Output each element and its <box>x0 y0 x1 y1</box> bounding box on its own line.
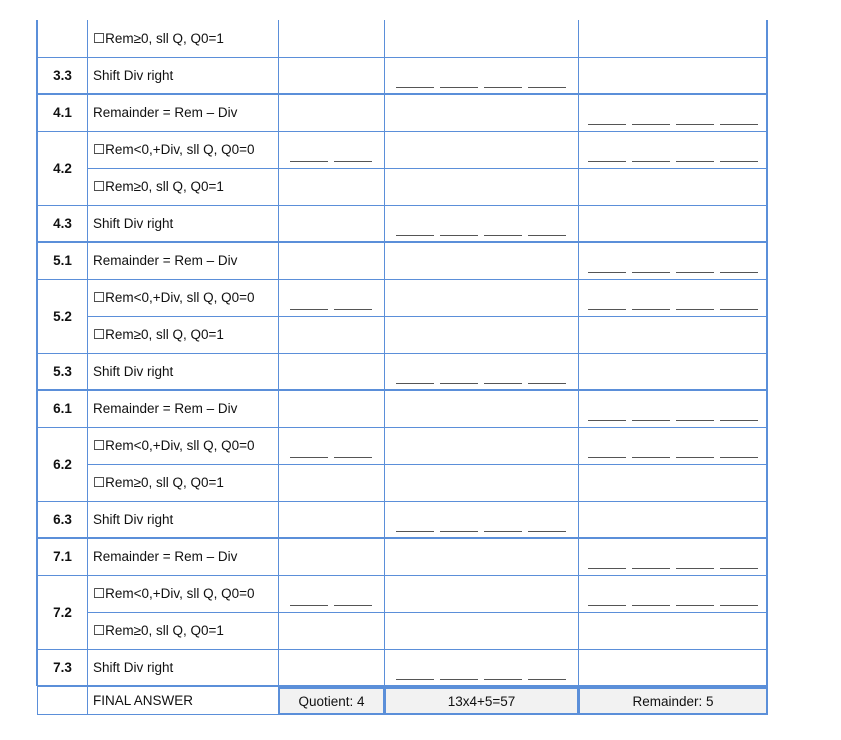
quotient-cell <box>278 353 385 391</box>
option-checkbox <box>87 427 279 465</box>
answer-blank[interactable] <box>632 271 670 273</box>
remainder-cell[interactable] <box>578 538 768 576</box>
option-checkbox-text: ☐Rem≥0, sll Q, Q0=1 <box>93 622 224 638</box>
step-number <box>37 353 88 391</box>
answer-blank[interactable] <box>396 234 434 236</box>
remainder-cell <box>578 316 768 354</box>
step-description-text: Shift Div right <box>93 216 174 231</box>
step-number <box>37 279 88 354</box>
step-description-text: Remainder = Rem – Div <box>93 401 238 416</box>
final-check-text: 13x4+5=57 <box>447 693 516 709</box>
option-checkbox-text: ☐Rem≥0, sll Q, Q0=1 <box>93 178 224 194</box>
remainder-cell[interactable] <box>578 427 768 465</box>
remainder-cell[interactable] <box>578 131 768 169</box>
step-number <box>37 575 88 650</box>
remainder-cell[interactable] <box>578 94 768 132</box>
divisor-cell <box>384 538 579 576</box>
option-checkbox-text: ☐Rem<0,+Div, sll Q, Q0=0 <box>93 289 255 305</box>
remainder-cell <box>578 612 768 650</box>
answer-blank[interactable] <box>440 382 478 384</box>
answer-blank[interactable] <box>484 382 522 384</box>
step-description <box>87 57 279 95</box>
quotient-cell[interactable] <box>278 427 385 465</box>
description-cell <box>87 20 279 58</box>
divisor-cell[interactable] <box>384 353 579 391</box>
option-checkbox <box>87 168 279 206</box>
option-checkbox <box>87 612 279 650</box>
step-description <box>87 242 279 280</box>
divisor-cell <box>384 427 579 465</box>
answer-blank[interactable] <box>720 123 758 125</box>
answer-blank[interactable] <box>720 456 758 458</box>
option-checkbox <box>87 575 279 613</box>
step-description <box>87 94 279 132</box>
answer-blank[interactable] <box>440 86 478 88</box>
answer-blank[interactable] <box>676 419 714 421</box>
divisor-cell <box>384 242 579 280</box>
step-number <box>37 94 88 132</box>
answer-blank[interactable] <box>396 86 434 88</box>
step-number-text: 4.2 <box>53 160 72 176</box>
answer-blank[interactable] <box>588 419 626 421</box>
table-border <box>36 20 38 686</box>
answer-blank[interactable] <box>632 160 670 162</box>
answer-blank[interactable] <box>676 160 714 162</box>
remainder-cell <box>578 20 768 58</box>
answer-blank[interactable] <box>632 567 670 569</box>
answer-blank[interactable] <box>334 604 372 606</box>
divisor-cell[interactable] <box>384 57 579 95</box>
answer-blank[interactable] <box>290 456 328 458</box>
step-description-text: Remainder = Rem – Div <box>93 549 238 564</box>
divisor-cell[interactable] <box>384 649 579 687</box>
step-number-text: 7.1 <box>53 549 72 564</box>
step-number-text: 5.1 <box>53 253 72 268</box>
answer-blank[interactable] <box>528 382 566 384</box>
final-quotient <box>278 687 385 715</box>
divisor-cell <box>384 94 579 132</box>
answer-blank[interactable] <box>396 530 434 532</box>
answer-blank[interactable] <box>588 160 626 162</box>
quotient-cell[interactable] <box>278 279 385 317</box>
step-number-text: 7.2 <box>53 604 72 620</box>
answer-blank[interactable] <box>588 271 626 273</box>
answer-blank[interactable] <box>632 604 670 606</box>
answer-blank[interactable] <box>676 271 714 273</box>
answer-blank[interactable] <box>484 86 522 88</box>
option-checkbox <box>87 316 279 354</box>
step-number <box>37 538 88 576</box>
step-description-text: Remainder = Rem – Div <box>93 253 238 268</box>
answer-blank[interactable] <box>484 234 522 236</box>
final-answer-label <box>87 687 279 715</box>
step-number-text: 6.1 <box>53 401 72 416</box>
divisor-cell[interactable] <box>384 205 579 243</box>
step-description-text: Shift Div right <box>93 364 174 379</box>
answer-blank[interactable] <box>588 456 626 458</box>
quotient-cell <box>278 538 385 576</box>
step-description-text: Remainder = Rem – Div <box>93 105 238 120</box>
step-number <box>37 205 88 243</box>
divisor-cell <box>384 575 579 613</box>
divisor-cell <box>384 390 579 428</box>
final-answer-label-text: FINAL ANSWER <box>93 693 194 708</box>
remainder-cell <box>578 353 768 391</box>
step-description <box>87 205 279 243</box>
divisor-cell <box>384 168 579 206</box>
divisor-cell <box>384 464 579 502</box>
option-checkbox-text: ☐Rem<0,+Div, sll Q, Q0=0 <box>93 141 255 157</box>
step-number <box>37 501 88 539</box>
step-number-text: 5.3 <box>53 364 72 379</box>
quotient-cell <box>278 20 385 58</box>
answer-blank[interactable] <box>588 123 626 125</box>
answer-blank[interactable] <box>676 308 714 310</box>
step-description-text: Shift Div right <box>93 512 174 527</box>
step-description-text: Shift Div right <box>93 68 174 83</box>
quotient-cell <box>278 464 385 502</box>
answer-blank[interactable] <box>632 456 670 458</box>
quotient-cell[interactable] <box>278 131 385 169</box>
quotient-cell <box>278 168 385 206</box>
step-number-text: 3.3 <box>53 68 72 83</box>
remainder-cell[interactable] <box>578 242 768 280</box>
remainder-cell <box>578 205 768 243</box>
quotient-cell <box>278 57 385 95</box>
step-number <box>37 649 88 687</box>
divisor-cell <box>384 316 579 354</box>
step-number <box>37 131 88 206</box>
step-cell <box>37 20 88 58</box>
answer-blank[interactable] <box>632 308 670 310</box>
answer-blank[interactable] <box>484 530 522 532</box>
answer-blank[interactable] <box>676 604 714 606</box>
option-checkbox-text: ☐Rem≥0, sll Q, Q0=1 <box>93 326 224 342</box>
quotient-cell <box>278 316 385 354</box>
answer-blank[interactable] <box>334 456 372 458</box>
step-description <box>87 501 279 539</box>
remainder-cell <box>578 649 768 687</box>
step-number-text: 4.1 <box>53 105 72 120</box>
final-quotient-text: Quotient: 4 <box>298 693 365 709</box>
step-description <box>87 649 279 687</box>
divisor-cell <box>384 131 579 169</box>
final-step-cell <box>37 687 88 715</box>
step-number-text: 6.2 <box>53 456 72 472</box>
answer-blank[interactable] <box>676 456 714 458</box>
answer-blank[interactable] <box>334 308 372 310</box>
step-number-text: 6.3 <box>53 512 72 527</box>
option-checkbox-text: ☐Rem≥0, sll Q, Q0=1 <box>93 474 224 490</box>
remainder-cell <box>578 464 768 502</box>
option-checkbox-text: ☐Rem<0,+Div, sll Q, Q0=0 <box>93 437 255 453</box>
remainder-cell <box>578 168 768 206</box>
final-check <box>384 687 579 715</box>
step-description <box>87 538 279 576</box>
option-checkbox <box>87 279 279 317</box>
quotient-cell <box>278 242 385 280</box>
answer-blank[interactable] <box>720 419 758 421</box>
answer-blank[interactable] <box>396 382 434 384</box>
divisor-cell <box>384 279 579 317</box>
answer-blank[interactable] <box>484 678 522 680</box>
answer-blank[interactable] <box>528 234 566 236</box>
step-number <box>37 57 88 95</box>
answer-blank[interactable] <box>720 160 758 162</box>
divisor-cell <box>384 612 579 650</box>
step-number <box>37 242 88 280</box>
answer-blank[interactable] <box>528 86 566 88</box>
final-remainder-text: Remainder: 5 <box>632 693 714 709</box>
divisor-cell <box>384 20 579 58</box>
answer-blank[interactable] <box>588 567 626 569</box>
quotient-cell <box>278 612 385 650</box>
step-description <box>87 390 279 428</box>
option-checkbox <box>87 464 279 502</box>
quotient-cell <box>278 649 385 687</box>
answer-blank[interactable] <box>290 308 328 310</box>
remainder-cell[interactable] <box>578 390 768 428</box>
remainder-cell[interactable] <box>578 575 768 613</box>
final-remainder <box>578 687 768 715</box>
step-number-text: 7.3 <box>53 660 72 675</box>
step-number <box>37 427 88 502</box>
answer-blank[interactable] <box>440 234 478 236</box>
step-number-text: 5.2 <box>53 308 72 324</box>
answer-blank[interactable] <box>396 678 434 680</box>
answer-blank[interactable] <box>720 567 758 569</box>
table-border <box>766 20 768 686</box>
answer-blank[interactable] <box>290 160 328 162</box>
answer-blank[interactable] <box>676 567 714 569</box>
remainder-cell <box>578 57 768 95</box>
description-cell-text: ☐Rem≥0, sll Q, Q0=1 <box>93 30 224 46</box>
answer-blank[interactable] <box>440 678 478 680</box>
answer-blank[interactable] <box>720 308 758 310</box>
remainder-cell <box>578 501 768 539</box>
answer-blank[interactable] <box>676 123 714 125</box>
answer-blank[interactable] <box>720 271 758 273</box>
answer-blank[interactable] <box>290 604 328 606</box>
divisor-cell[interactable] <box>384 501 579 539</box>
quotient-cell <box>278 94 385 132</box>
answer-blank[interactable] <box>588 308 626 310</box>
step-description <box>87 353 279 391</box>
answer-blank[interactable] <box>528 530 566 532</box>
answer-blank[interactable] <box>334 160 372 162</box>
answer-blank[interactable] <box>440 530 478 532</box>
option-checkbox-text: ☐Rem<0,+Div, sll Q, Q0=0 <box>93 585 255 601</box>
quotient-cell[interactable] <box>278 575 385 613</box>
remainder-cell[interactable] <box>578 279 768 317</box>
step-description-text: Shift Div right <box>93 660 174 675</box>
answer-blank[interactable] <box>720 604 758 606</box>
step-number-text: 4.3 <box>53 216 72 231</box>
answer-blank[interactable] <box>588 604 626 606</box>
answer-blank[interactable] <box>632 419 670 421</box>
quotient-cell <box>278 390 385 428</box>
quotient-cell <box>278 501 385 539</box>
answer-blank[interactable] <box>632 123 670 125</box>
quotient-cell <box>278 205 385 243</box>
option-checkbox <box>87 131 279 169</box>
step-number <box>37 390 88 428</box>
answer-blank[interactable] <box>528 678 566 680</box>
